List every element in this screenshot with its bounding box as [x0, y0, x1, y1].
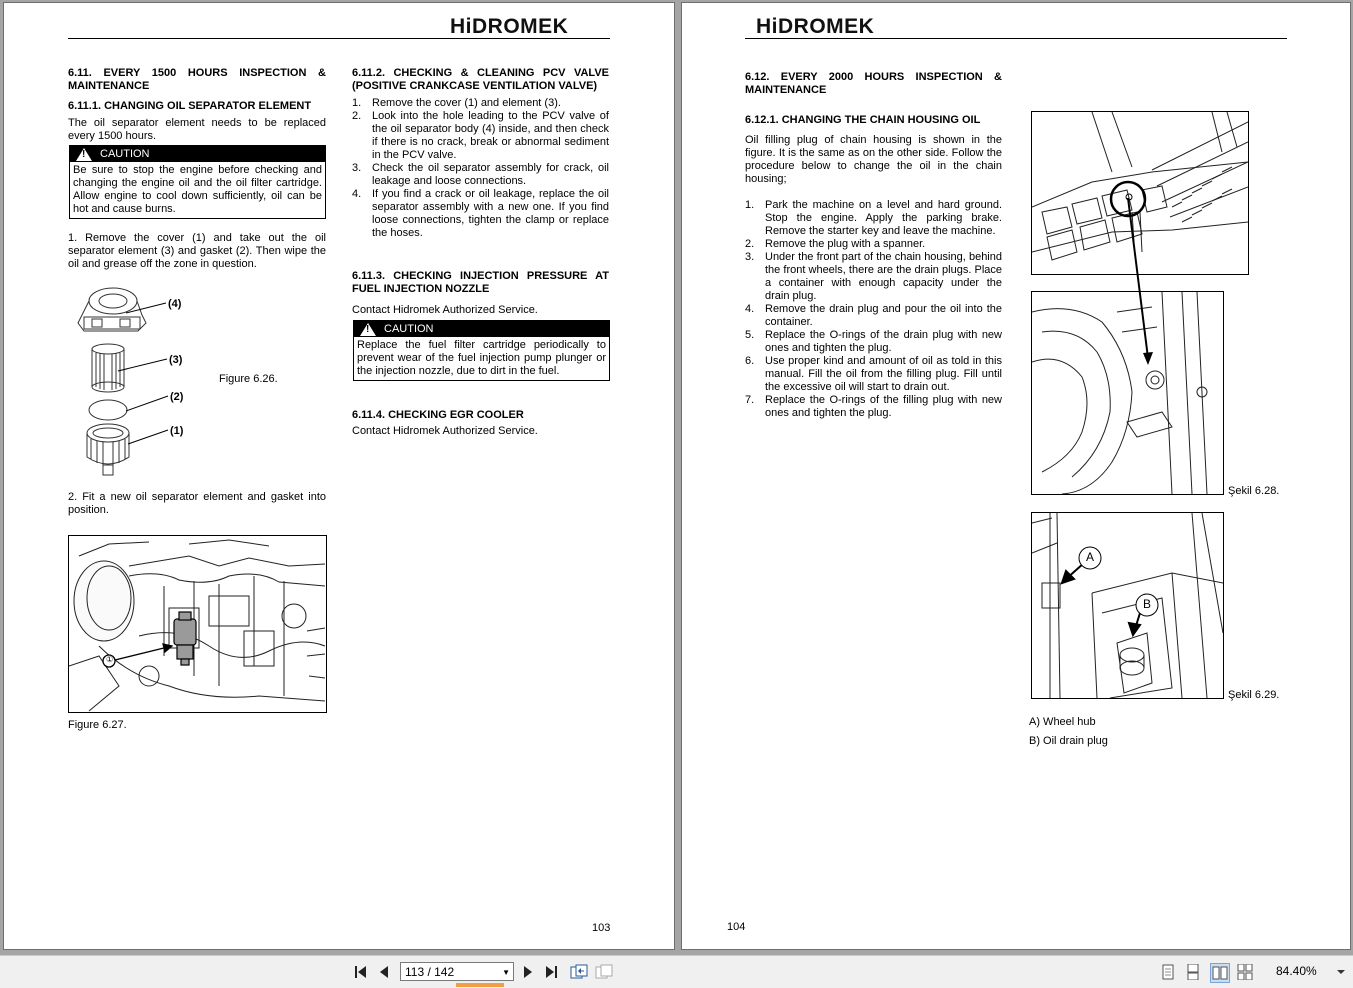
section-6-11-4-title: 6.11.4. CHECKING EGR COOLER	[352, 409, 524, 421]
text-column	[745, 71, 1002, 420]
caution-box-1	[69, 145, 326, 219]
two-page-view-icon[interactable]	[1210, 963, 1230, 983]
caution-label: CAUTION	[384, 323, 434, 335]
figure-6-27-engine-image	[68, 535, 327, 713]
page-number: 104	[727, 921, 746, 933]
progress-marker	[456, 983, 504, 987]
fig-label-4: (4)	[168, 298, 182, 310]
next-page-button[interactable]	[519, 963, 537, 981]
caution-box-2	[353, 320, 610, 381]
header-rule	[68, 38, 610, 39]
header-rule	[745, 38, 1287, 39]
section-6-11-2-title: 6.11.2. CHECKING & CLEANING PCV VALVE (POSITIVE CRANKCASE VENTILATION VALVE)	[352, 67, 609, 92]
pcv-steps-list	[352, 97, 609, 240]
section-6-11-4	[352, 409, 609, 438]
list-item: 2. Look into the hole leading to the PCV valve of the oil separator body (4) inside, and then check if there is no crack, break or abnormal sediment in the PCV valve.	[352, 110, 609, 161]
list-item: 2. Remove the plug with a spanner.	[745, 238, 926, 250]
fig-callout-1: ①	[106, 655, 114, 664]
go-back-view-icon[interactable]	[570, 963, 588, 981]
figure-6-29-drain-plug-image	[1031, 512, 1224, 699]
section-6-11-title: 6.11. EVERY 1500 HOURS INSPECTION & MAINTENANCE	[68, 67, 326, 92]
first-page-button[interactable]	[352, 963, 370, 981]
fig-label-2: (2)	[170, 391, 184, 403]
figure-6-28-pointer-arrow	[1031, 103, 1251, 373]
figure-6-27-caption: Figure 6.27.	[68, 719, 127, 731]
legend-oil-drain-plug: B) Oil drain plug	[1029, 735, 1108, 747]
list-item: 1. Park the machine on a level and hard ground. Stop the engine. Apply the parking brake. Remove the starter key and leave the machine.	[745, 199, 1002, 237]
zoom-level[interactable]: 84.40%	[1276, 964, 1317, 978]
warning-triangle-icon	[76, 148, 92, 161]
caution-label: CAUTION	[100, 148, 150, 160]
list-item: 4. If you find a crack or oil leakage, replace the oil separator assembly with a new one. If you find loose connections, tighten the clamp or replace the hoses.	[352, 188, 609, 239]
figure-6-28-caption: Şekil 6.28.	[1228, 485, 1280, 497]
step-2-text: 2. Fit a new oil separator element and gasket into position.	[68, 491, 326, 516]
last-page-button[interactable]	[542, 963, 560, 981]
figure-6-29-caption: Şekil 6.29.	[1228, 689, 1280, 701]
left-column	[68, 67, 326, 143]
chain-oil-steps-list	[745, 199, 1002, 420]
list-item: 7. Replace the O-rings of the filling plug with new ones and tighten the plug.	[745, 394, 1002, 419]
list-item: 5. Replace the O-rings of the drain plug with new ones and tighten the plug.	[745, 329, 1002, 354]
list-item: 1. Remove the cover (1) and element (3).	[352, 97, 561, 109]
section-6-11-3-title: 6.11.3. CHECKING INJECTION PRESSURE AT FUEL INJECTION NOZZLE	[352, 270, 609, 295]
page-indicator: 113 / 142	[405, 965, 455, 979]
figure-6-26-caption: Figure 6.26.	[219, 373, 278, 385]
fig-label-1: (1)	[170, 425, 184, 437]
section-6-11-3-text: Contact Hidromek Authorized Service.	[352, 304, 538, 316]
continuous-page-view-icon[interactable]	[1184, 963, 1202, 981]
page-103	[4, 3, 674, 949]
previous-page-button[interactable]	[375, 963, 393, 981]
list-item: 3. Under the front part of the chain housing, behind the front wheels, there are the drain plugs. Place a container with enough capacity under the drain plug.	[745, 251, 1002, 302]
warning-triangle-icon	[360, 323, 376, 336]
section-6-12-title: 6.12. EVERY 2000 HOURS INSPECTION & MAINTENANCE	[745, 71, 1002, 96]
go-forward-view-icon[interactable]	[595, 963, 613, 981]
chevron-down-icon[interactable]: ▼	[502, 968, 510, 977]
list-item: 4. Remove the drain plug and pour the oil into the container.	[745, 303, 1002, 328]
hidromek-logo: HiDROMEK	[756, 15, 875, 38]
list-item: 3. Check the oil separator assembly for crack, oil leakage and loose connections.	[352, 162, 609, 187]
hidromek-logo: HiDROMEK	[450, 15, 569, 38]
figure-6-26-oil-separator-diagram	[68, 279, 198, 489]
page-number-field[interactable]	[400, 962, 514, 981]
section-6-12-1-title: 6.12.1. CHANGING THE CHAIN HOUSING OIL	[745, 114, 981, 126]
section-6-12-1-text: Oil filling plug of chain housing is shown in the figure. It is the same as on the other side. Follow the procedure below to change the oil in the chain housing;	[745, 134, 1002, 185]
page-104	[682, 3, 1350, 949]
zoom-menu-chevron-icon[interactable]	[1334, 963, 1348, 981]
viewer-toolbar	[0, 955, 1353, 988]
list-item: 6. Use proper kind and amount of oil as told in this manual. Fill the oil from the filling plug. Fill until the excessive oil will start to drain out.	[745, 355, 1002, 393]
section-6-11-1-title: 6.11.1. CHANGING OIL SEPARATOR ELEMENT	[68, 100, 312, 112]
caution-text: Be sure to stop the engine before checking and changing the engine oil and the oil filter cartridge. Allow engine to cool down sufficiently, oil can be hot and cause burns.	[73, 164, 322, 215]
fig-label-b: B	[1143, 597, 1152, 611]
single-page-view-icon[interactable]	[1159, 963, 1177, 981]
fig-label-3: (3)	[169, 354, 183, 366]
legend-wheel-hub: A) Wheel hub	[1029, 716, 1096, 728]
page-number: 103	[592, 922, 611, 934]
step-1-text: 1. Remove the cover (1) and take out the oil separator element (3) and gasket (2). Then wipe the oil and grease off the zone in question.	[68, 232, 326, 270]
two-page-continuous-view-icon[interactable]	[1236, 963, 1254, 981]
fig-label-a: A	[1086, 550, 1095, 564]
caution-text: Replace the fuel filter cartridge periodically to prevent wear of the fuel injection pump plunger or the injection nozzle, due to dirt in the fuel.	[357, 339, 606, 377]
section-6-11-1-text: The oil separator element needs to be replaced every 1500 hours.	[68, 117, 326, 142]
section-6-11-4-text: Contact Hidromek Authorized Service.	[352, 425, 538, 437]
right-column	[352, 67, 609, 317]
